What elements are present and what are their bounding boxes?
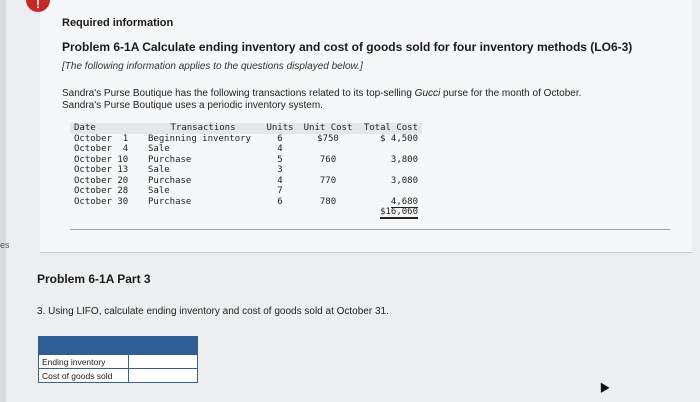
row-date: October 20 [74, 175, 129, 186]
total-spacer [70, 207, 144, 218]
row-units: 3 [277, 165, 283, 175]
row-transaction: Purchase [148, 196, 192, 207]
table-row [70, 165, 422, 176]
left-edge-label: es [0, 240, 10, 250]
row-total-cost-value: 4,680 [390, 196, 418, 207]
row-total-cost: 3,080 [390, 175, 418, 186]
row-date: October 1 [74, 133, 129, 144]
row-total-cost [358, 165, 422, 176]
problem-card [40, 0, 692, 253]
cogs-cell[interactable] [129, 369, 198, 383]
mouse-cursor-icon [596, 380, 609, 393]
table-total-row [70, 207, 422, 218]
grand-total: $16,060 [380, 207, 418, 217]
row-date: October 28 [74, 186, 129, 196]
header-unit-cost: Unit Cost [298, 123, 358, 134]
table-row [70, 155, 422, 166]
problem-title: Problem 6-1A Calculate ending inventory and cost of goods sold for four inventory methods (LO6-3) [62, 40, 633, 54]
total-spacer [298, 207, 358, 218]
row-unit-cost [298, 165, 358, 176]
cogs-input[interactable] [132, 370, 194, 381]
row-units: 6 [277, 133, 283, 144]
row-unit-cost: $750 [317, 133, 339, 144]
answer-table-header [39, 337, 198, 355]
answer-table [38, 336, 198, 383]
part-title: Problem 6-1A Part 3 [37, 272, 151, 286]
row-unit-cost: 780 [319, 196, 337, 207]
transactions-table [70, 123, 422, 218]
header-transactions: Transactions [144, 123, 262, 134]
header-date: Date [70, 123, 144, 134]
ending-inventory-cell[interactable] [129, 355, 198, 369]
answer-row-cogs [39, 369, 198, 383]
description-line2: Sandra's Purse Boutique uses a periodic inventory system. [62, 100, 323, 111]
row-date: October 4 [74, 144, 129, 154]
row-date: October 10 [74, 154, 129, 165]
row-unit-cost [298, 186, 358, 197]
row-transaction: Sale [148, 186, 170, 196]
header-total-cost: Total Cost [358, 123, 422, 134]
row-units: 7 [277, 186, 283, 196]
row-units: 4 [277, 175, 283, 186]
answer-row-ending-inventory [39, 355, 198, 369]
row-transaction: Sale [148, 165, 170, 175]
ending-inventory-input[interactable] [132, 356, 194, 367]
row-transaction: Beginning inventory [148, 133, 251, 144]
question-text: 3. Using LIFO, calculate ending inventory and cost of goods sold at October 31. [37, 306, 389, 317]
row-total-cost [358, 186, 422, 197]
answer-header-cell [39, 337, 198, 355]
left-edge-panel [0, 0, 6, 402]
description-line1-pre: Sandra's Purse Boutique has the following transactions related to its top-selling [62, 88, 415, 99]
description-brand: Gucci [414, 88, 441, 99]
problem-description [62, 88, 581, 112]
header-units: Units [262, 123, 298, 134]
row-units: 6 [277, 196, 283, 207]
row-total-cost: $ 4,500 [380, 133, 418, 144]
row-unit-cost: 760 [319, 154, 337, 165]
row-total-cost: 3,800 [390, 154, 418, 165]
table-row [70, 176, 422, 187]
grand-total-cell [358, 207, 422, 218]
description-line1-post: purse for the month of October. [440, 88, 582, 99]
row-unit-cost [298, 144, 358, 155]
row-transaction: Purchase [148, 154, 192, 165]
section-divider [70, 229, 670, 230]
row-total-cost [358, 197, 422, 208]
row-transaction: Sale [148, 144, 170, 154]
row-total-cost [358, 144, 422, 155]
row-transaction: Purchase [148, 175, 192, 186]
total-spacer [144, 207, 262, 218]
row-units: 4 [277, 144, 283, 154]
total-spacer [262, 207, 298, 218]
info-note: [The following information applies to the questions displayed below.] [62, 61, 363, 72]
row-date: October 13 [74, 165, 129, 175]
table-row [70, 134, 422, 145]
ending-inventory-label: Ending inventory [39, 355, 129, 369]
row-unit-cost: 770 [319, 175, 337, 186]
table-row [70, 186, 422, 197]
alert-symbol: ! [36, 0, 40, 11]
transactions-header-row [70, 123, 422, 134]
row-units: 5 [277, 154, 283, 165]
cogs-label: Cost of goods sold [39, 369, 129, 383]
table-row [70, 144, 422, 155]
row-date: October 30 [74, 196, 129, 207]
table-row [70, 197, 422, 208]
required-info-heading: Required information [62, 17, 174, 29]
